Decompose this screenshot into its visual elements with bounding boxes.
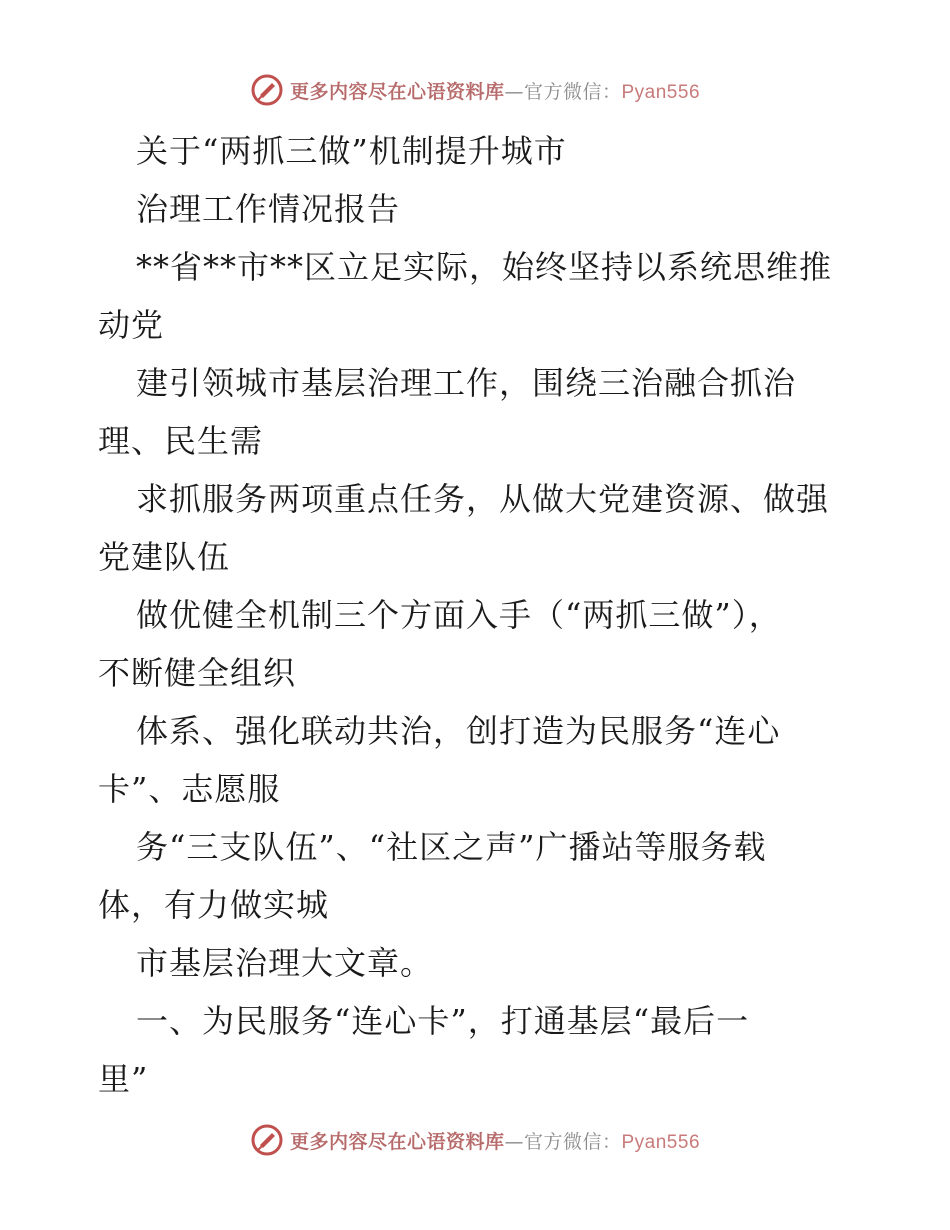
document-line: **省**市**区立足实际，始终坚持以系统思维推 <box>136 248 833 286</box>
document-line: 务“三支队伍”、“社区之声”广播站等服务载 <box>136 828 767 866</box>
watermark-text <box>290 1127 700 1154</box>
watermark-separator: — <box>504 1130 524 1153</box>
document-line: 求抓服务两项重点任务，从做大党建资源、做强 <box>136 480 830 518</box>
watermark-wechat-id: Pyan556 <box>621 1131 701 1153</box>
watermark-library-text: 更多内容尽在心语资料库 <box>289 80 505 103</box>
watermark-wechat-id: Pyan556 <box>621 81 701 103</box>
document-line: 里” <box>98 1060 149 1098</box>
watermark-wechat-label: 官方微信： <box>523 80 622 103</box>
document-line: 市基层治理大文章。 <box>136 944 434 982</box>
watermark-banner-bottom <box>0 1120 950 1160</box>
document-line: 党建队伍 <box>98 538 231 576</box>
document-line: 做优健全机制三个方面入手（“两抓三做”）， <box>136 596 782 634</box>
document-line: 体系、强化联动共治，创打造为民服务“连心 <box>136 712 781 750</box>
watermark-library-text: 更多内容尽在心语资料库 <box>289 1130 505 1153</box>
document-line: 治理工作情况报告 <box>136 190 401 228</box>
document-line: 建引领城市基层治理工作，围绕三治融合抓治 <box>136 364 797 402</box>
document-line: 卡”、志愿服 <box>98 770 281 808</box>
library-logo-icon <box>250 1123 284 1157</box>
watermark-separator: — <box>504 80 524 103</box>
document-line: 一、为民服务“连心卡”，打通基层“最后一 <box>136 1002 750 1040</box>
document-line: 理、民生需 <box>98 422 264 460</box>
document-line: 不断健全组织 <box>98 654 297 692</box>
document-line: 动党 <box>98 306 165 344</box>
document-line: 体，有力做实城 <box>98 886 330 924</box>
document-line: 关于“两抓三做”机制提升城市 <box>136 132 567 170</box>
document-body <box>98 122 858 1108</box>
watermark-banner-top <box>0 70 950 110</box>
watermark-wechat-label: 官方微信： <box>523 1130 622 1153</box>
library-logo-icon <box>250 73 284 107</box>
watermark-text <box>290 77 700 104</box>
